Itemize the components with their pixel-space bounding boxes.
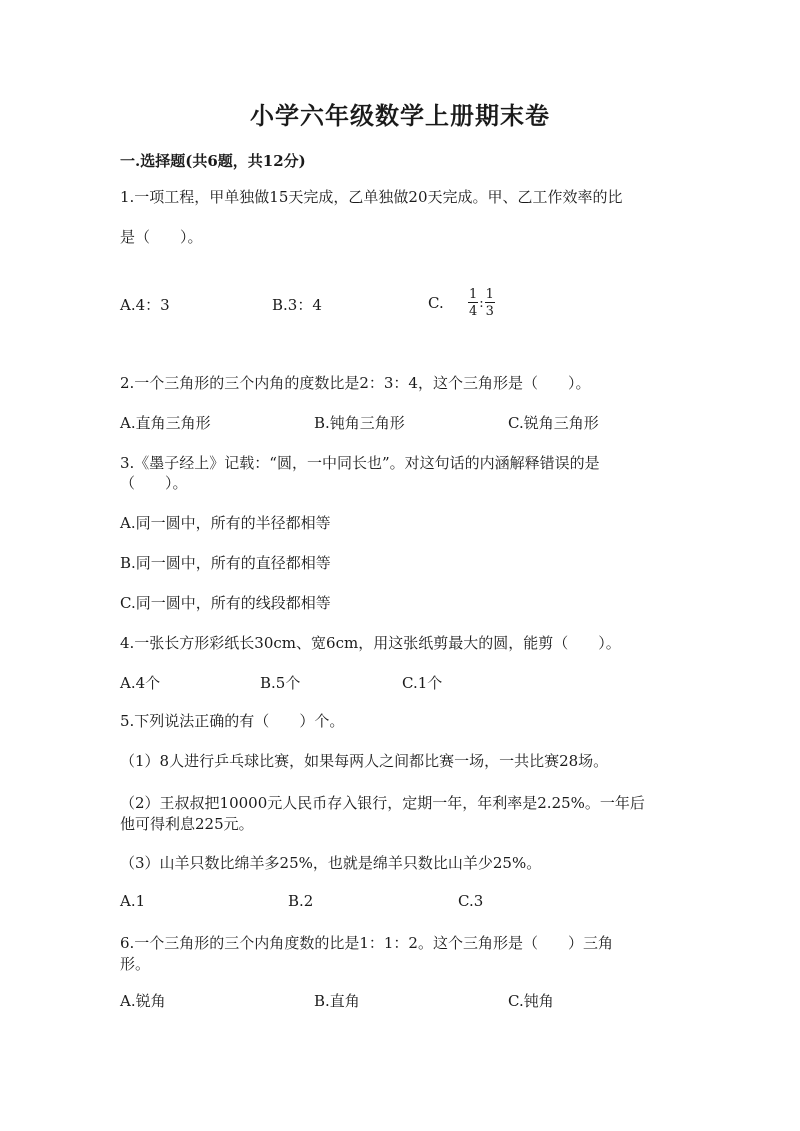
fraction-one-fourth: [468, 288, 478, 318]
q2-option-c: C.锐角三角形: [508, 414, 599, 432]
q5-stem-line-1: 5.下列说法正确的有（ ）个。: [120, 712, 345, 730]
q6-option-a: A.锐角: [120, 992, 166, 1010]
q1-option-b: B.3：4: [272, 296, 322, 314]
fraction-denominator: 4: [469, 304, 478, 319]
q6-option-c: C.钝角: [508, 992, 554, 1010]
q4-option-b: B.5个: [260, 674, 301, 692]
q6-stem-line-1: 6.一个三角形的三个内角度数的比是1：1：2。这个三角形是（ ）三角: [120, 934, 613, 952]
q4-option-c: C.1个: [402, 674, 443, 692]
q1-option-c: C.: [428, 294, 444, 312]
q3-option-b: B.同一圆中，所有的直径都相等: [120, 554, 331, 572]
q5-statement-2-line-1: （2）王叔叔把10000元人民币存入银行，定期一年，年利率是2.25%。一年后: [120, 794, 645, 812]
q5-option-b: B.2: [288, 892, 314, 910]
q1-option-c-ratio: [468, 288, 495, 318]
fraction-numerator: 1: [485, 287, 494, 302]
q3-option-c: C.同一圆中，所有的线段都相等: [120, 594, 331, 612]
q3-option-a: A.同一圆中，所有的半径都相等: [120, 514, 331, 532]
q5-statement-3: （3）山羊只数比绵羊多25%，也就是绵羊只数比山羊少25%。: [120, 854, 542, 872]
q1-stem-line-1: 1.一项工程，甲单独做15天完成，乙单独做20天完成。甲、乙工作效率的比: [120, 188, 623, 206]
fraction-denominator: 3: [485, 304, 494, 319]
ratio-colon: :: [479, 295, 484, 311]
fraction-one-third: [485, 288, 495, 318]
q2-stem-line-1: 2.一个三角形的三个内角的度数比是2：3：4，这个三角形是（ ）。: [120, 374, 591, 392]
q5-option-a: A.1: [120, 892, 146, 910]
q5-statement-2-line-2: 他可得利息225元。: [120, 815, 254, 833]
q4-option-a: A.4个: [120, 674, 161, 692]
q2-option-a: A.直角三角形: [120, 414, 211, 432]
fraction-numerator: 1: [469, 287, 478, 302]
exam-title: 小学六年级数学上册期末卷: [250, 101, 550, 130]
q3-stem-line-1: 3.《墨子经上》记载：“圆，一中同长也”。对这句话的内涵解释错误的是: [120, 454, 600, 472]
section-heading: 一.选择题(共6题，共12分): [120, 152, 306, 170]
q6-option-b: B.直角: [314, 992, 360, 1010]
q1-stem-line-2: 是（ ）。: [120, 228, 203, 246]
q3-stem-line-2: （ ）。: [120, 474, 188, 492]
q5-option-c: C.3: [458, 892, 484, 910]
q2-option-b: B.钝角三角形: [314, 414, 405, 432]
q5-statement-1: （1）8人进行乒乓球比赛，如果每两人之间都比赛一场，一共比赛28场。: [120, 752, 609, 770]
q1-option-a: A.4：3: [120, 296, 170, 314]
q4-stem-line-1: 4.一张长方形彩纸长30cm、宽6cm，用这张纸剪最大的圆，能剪（ ）。: [120, 634, 621, 652]
q6-stem-line-2: 形。: [120, 955, 151, 973]
